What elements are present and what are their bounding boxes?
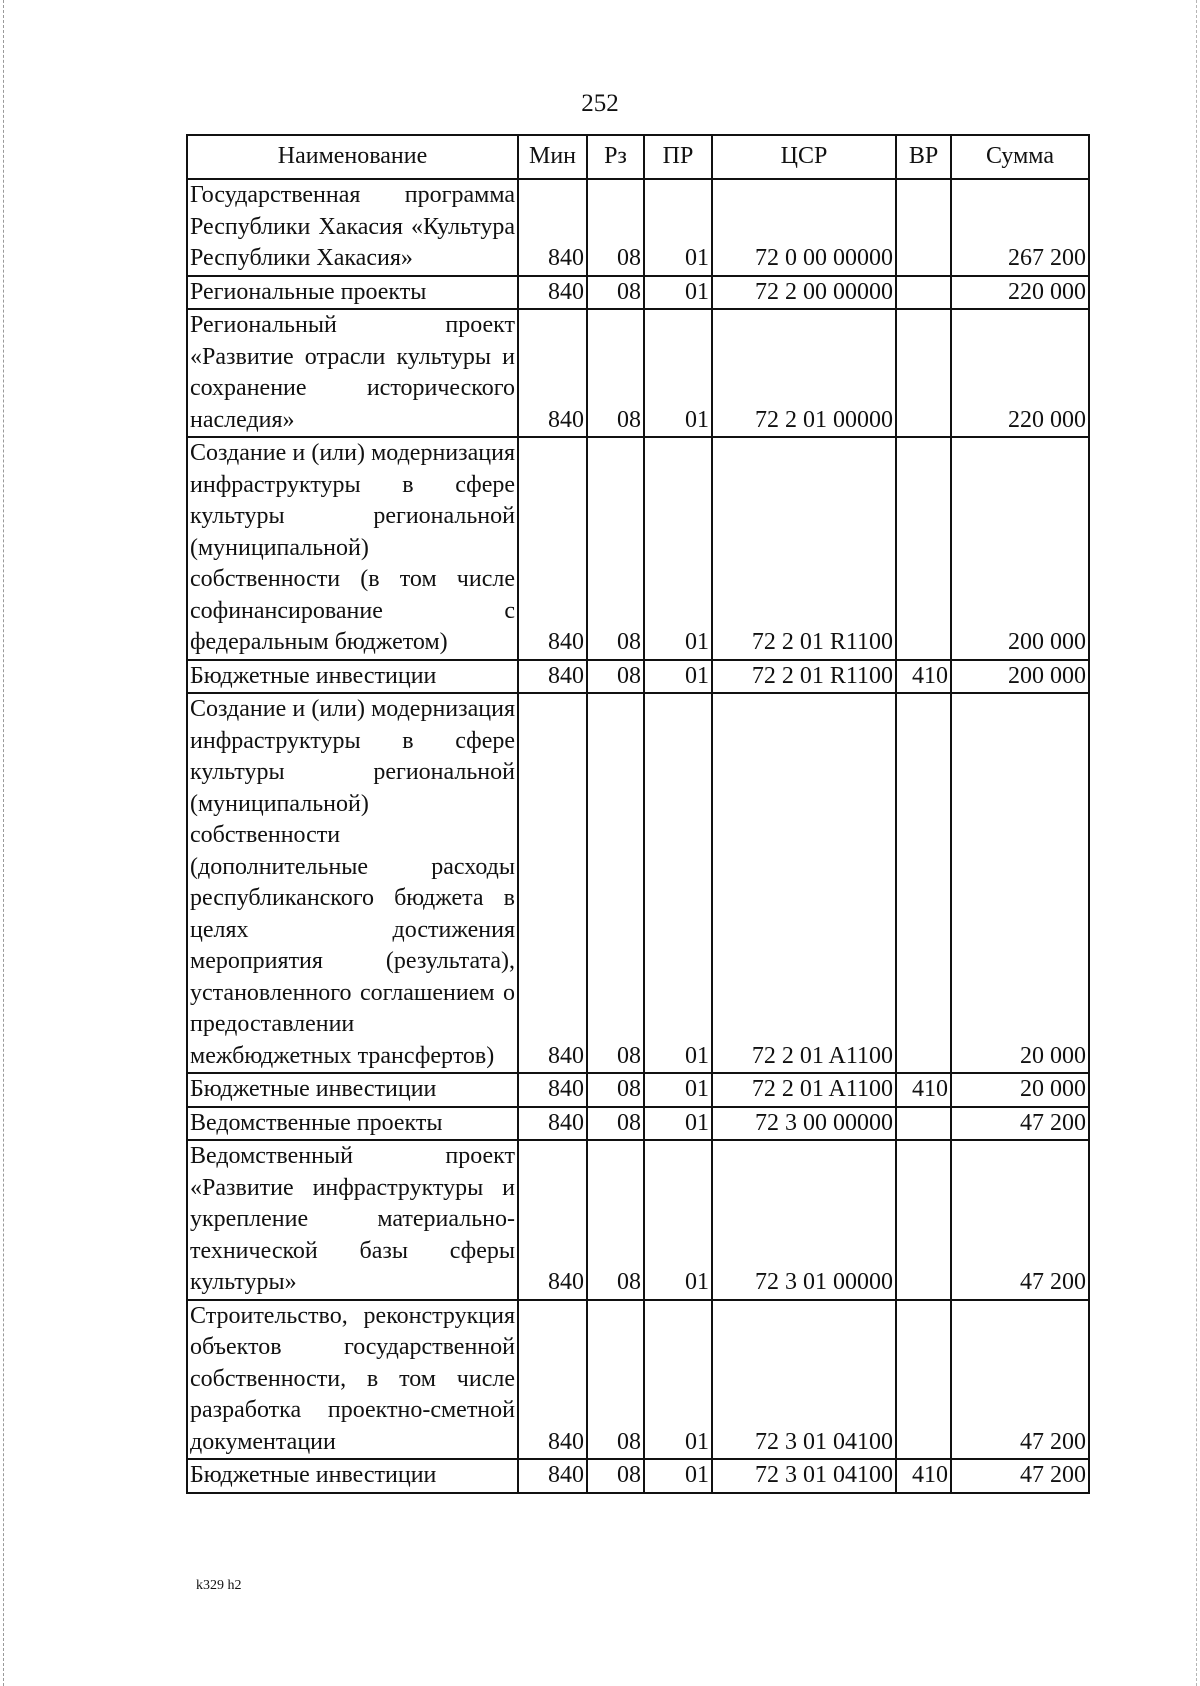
row-csr: 72 3 01 00000 (712, 1140, 896, 1300)
footer-code: k329 h2 (196, 1578, 242, 1593)
row-pr: 01 (644, 437, 712, 660)
row-pr: 01 (644, 1107, 712, 1141)
row-pr: 01 (644, 1140, 712, 1300)
row-name: Государственная программа Республики Хакасия «Культура Республики Хакасия» (187, 179, 518, 276)
row-name: Создание и (или) модернизация инфраструктуры в сфере культуры региональной (муниципальной) собственности (дополнительные расходы республиканского бюджета в целях достижения мероприятия (результата), установленного соглашением о предоставлении межбюджетных трансфертов) (187, 693, 518, 1073)
row-name: Строительство, реконструкция объектов государственной собственности, в том числе разработка проектно-сметной документации (187, 1300, 518, 1460)
row-pr: 01 (644, 309, 712, 437)
header-sum: Сумма (951, 135, 1089, 179)
row-rz: 08 (587, 693, 644, 1073)
row-rz: 08 (587, 276, 644, 310)
row-csr: 72 2 01 A1100 (712, 693, 896, 1073)
row-pr: 01 (644, 660, 712, 694)
table-row (187, 693, 1089, 1073)
row-min: 840 (518, 276, 587, 310)
table-row (187, 1300, 1089, 1460)
table-row (187, 1073, 1089, 1107)
row-vr (896, 1300, 951, 1460)
row-pr: 01 (644, 276, 712, 310)
row-sum: 267 200 (951, 179, 1089, 276)
row-min: 840 (518, 1459, 587, 1493)
row-rz: 08 (587, 660, 644, 694)
row-rz: 08 (587, 1300, 644, 1460)
row-name: Региональные проекты (187, 276, 518, 310)
table-row (187, 179, 1089, 276)
row-name: Бюджетные инвестиции (187, 1459, 518, 1493)
row-rz: 08 (587, 309, 644, 437)
header-rz: Рз (587, 135, 644, 179)
table-row (187, 1459, 1089, 1493)
row-min: 840 (518, 179, 587, 276)
header-vr: ВР (896, 135, 951, 179)
table-row (187, 660, 1089, 694)
header-csr: ЦСР (712, 135, 896, 179)
row-vr (896, 437, 951, 660)
row-csr: 72 3 01 04100 (712, 1459, 896, 1493)
row-pr: 01 (644, 1073, 712, 1107)
row-vr (896, 1107, 951, 1141)
row-sum: 200 000 (951, 437, 1089, 660)
table-row (187, 1140, 1089, 1300)
row-min: 840 (518, 660, 587, 694)
table-row (187, 276, 1089, 310)
row-csr: 72 2 01 00000 (712, 309, 896, 437)
row-name: Ведомственный проект «Развитие инфраструктуры и укрепление материально-технической базы сферы культуры» (187, 1140, 518, 1300)
table-row (187, 437, 1089, 660)
row-csr: 72 3 00 00000 (712, 1107, 896, 1141)
row-name: Создание и (или) модернизация инфраструктуры в сфере культуры региональной (муниципальной) собственности (в том числе софинансирование с федеральным бюджетом) (187, 437, 518, 660)
row-rz: 08 (587, 1107, 644, 1141)
table-row (187, 309, 1089, 437)
row-vr (896, 309, 951, 437)
row-min: 840 (518, 309, 587, 437)
row-pr: 01 (644, 693, 712, 1073)
row-vr (896, 693, 951, 1073)
page-number: 252 (581, 90, 619, 117)
row-sum: 20 000 (951, 693, 1089, 1073)
row-sum: 200 000 (951, 660, 1089, 694)
table-header-row (187, 135, 1089, 179)
header-pr: ПР (644, 135, 712, 179)
row-name: Ведомственные проекты (187, 1107, 518, 1141)
row-rz: 08 (587, 1073, 644, 1107)
row-sum: 47 200 (951, 1300, 1089, 1460)
row-csr: 72 3 01 04100 (712, 1300, 896, 1460)
header-name: Наименование (187, 135, 518, 179)
row-min: 840 (518, 1140, 587, 1300)
row-name: Бюджетные инвестиции (187, 1073, 518, 1107)
row-rz: 08 (587, 179, 644, 276)
row-vr: 410 (896, 1459, 951, 1493)
row-sum: 20 000 (951, 1073, 1089, 1107)
row-vr: 410 (896, 1073, 951, 1107)
row-rz: 08 (587, 1459, 644, 1493)
row-sum: 47 200 (951, 1107, 1089, 1141)
row-vr (896, 1140, 951, 1300)
row-name: Региональный проект «Развитие отрасли культуры и сохранение исторического наследия» (187, 309, 518, 437)
row-min: 840 (518, 1073, 587, 1107)
row-pr: 01 (644, 179, 712, 276)
page-edge-right (1196, 0, 1197, 1686)
row-vr: 410 (896, 660, 951, 694)
row-sum: 220 000 (951, 309, 1089, 437)
budget-table (186, 134, 1090, 1494)
row-vr (896, 276, 951, 310)
row-min: 840 (518, 1107, 587, 1141)
row-sum: 220 000 (951, 276, 1089, 310)
row-vr (896, 179, 951, 276)
row-sum: 47 200 (951, 1140, 1089, 1300)
row-pr: 01 (644, 1459, 712, 1493)
row-rz: 08 (587, 437, 644, 660)
row-min: 840 (518, 437, 587, 660)
header-min: Мин (518, 135, 587, 179)
row-pr: 01 (644, 1300, 712, 1460)
row-rz: 08 (587, 1140, 644, 1300)
row-csr: 72 2 01 A1100 (712, 1073, 896, 1107)
row-csr: 72 0 00 00000 (712, 179, 896, 276)
row-min: 840 (518, 1300, 587, 1460)
row-name: Бюджетные инвестиции (187, 660, 518, 694)
row-csr: 72 2 00 00000 (712, 276, 896, 310)
table-row (187, 1107, 1089, 1141)
row-sum: 47 200 (951, 1459, 1089, 1493)
page-edge-left (3, 0, 4, 1686)
row-csr: 72 2 01 R1100 (712, 437, 896, 660)
row-csr: 72 2 01 R1100 (712, 660, 896, 694)
row-min: 840 (518, 693, 587, 1073)
